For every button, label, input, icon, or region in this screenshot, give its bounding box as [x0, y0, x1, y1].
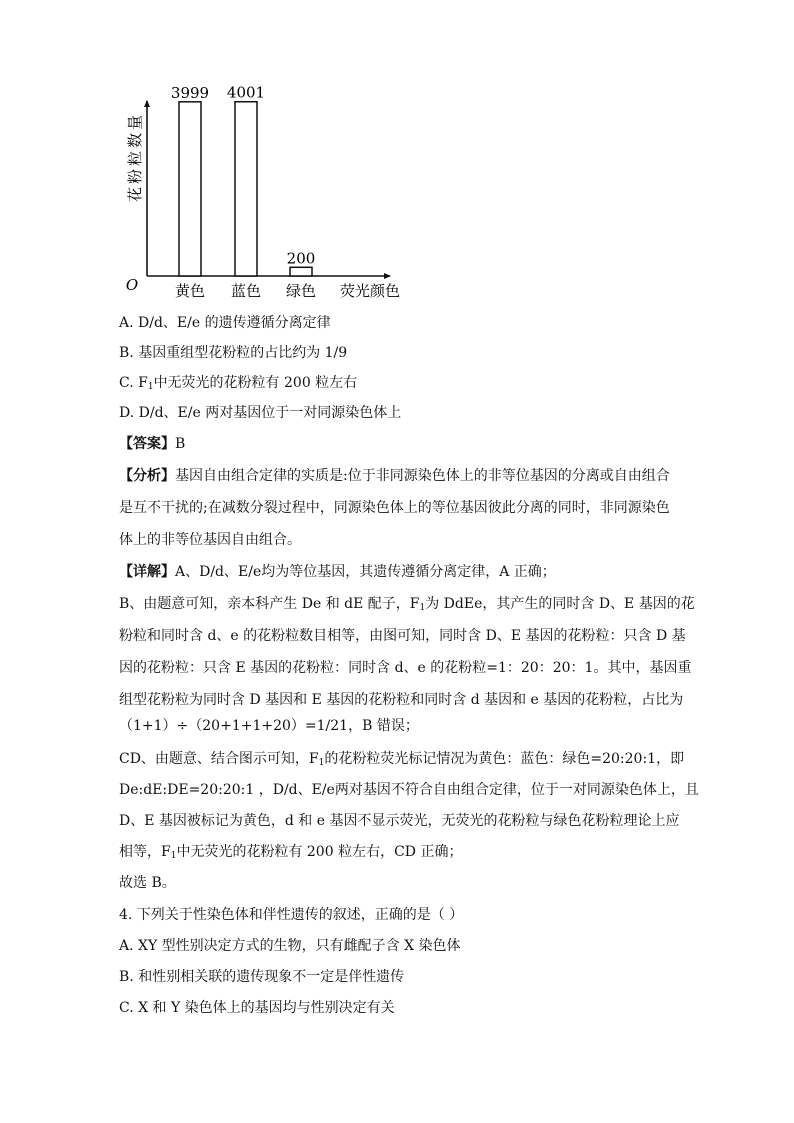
y-axis-label: 花粉粒数量	[126, 111, 144, 203]
bar-value-label-1: 3999	[170, 83, 210, 102]
detail-text-1: A、D/d、E/e均为等位基因，其遗传遵循分离定律，A 正确；	[175, 564, 556, 580]
detail-sub-7: 1	[318, 758, 325, 768]
option-a: A. D/d、E/e 的遗传遵循分离定律	[119, 315, 331, 331]
option-c-rest: 中无荧光的花粉粒有 200 粒左右	[153, 375, 358, 391]
bar-3	[290, 267, 312, 276]
bar-value-label-2: 4001	[226, 83, 266, 102]
detail-tag: 【详解】	[119, 564, 175, 580]
detail-line-2	[119, 595, 695, 613]
detail-line-6: （1+1）÷（20+1+1+20）=1/21，B 错误；	[119, 718, 419, 734]
x-tick-label-2: 蓝色	[230, 282, 262, 300]
detail-line-7	[119, 750, 684, 768]
detail-line-8: De:dE:DE=20:20:1 ，D/d、E/e两对基因不符合自由组合定律，位于一对同源染色体上，且	[119, 782, 699, 798]
analysis-line-2: 是互不干扰的;在减数分裂过程中，同源染色体上的等位基因彼此分离的同时，非同源染色	[119, 500, 670, 516]
answer-tag: 【答案】	[119, 436, 175, 452]
detail-text-7a: CD、由题意、结合图示可知，F	[119, 751, 319, 767]
answer-text: B	[175, 436, 186, 452]
bar-value-label-3: 200	[286, 249, 316, 268]
option-d: D. D/d、E/e 两对基因位于一对同源染色体上	[119, 405, 402, 421]
pollen-bar-chart	[110, 83, 420, 305]
q4-option-b: B. 和性别相关联的遗传现象不一定是伴性遗传	[119, 969, 405, 985]
option-c-sub: 1	[147, 382, 154, 392]
origin-label: O	[125, 276, 139, 294]
option-b: B. 基因重组型花粉粒的占比约为 1/9	[119, 345, 348, 361]
detail-line-10	[119, 843, 462, 861]
detail-line-3: 粉粒和同时含 d、e 的花粉粒数目相等，由图可知，同时含 D、E 基因的花粉粒：只含 D 基	[119, 628, 686, 644]
chart-svg	[110, 83, 420, 305]
analysis-line-1	[119, 467, 670, 485]
analysis-line-3: 体上的非等位基因自由组合。	[119, 532, 301, 548]
analysis-text-1: 基因自由组合定律的实质是:位于非同源染色体上的非等位基因的分离或自由组合	[175, 468, 670, 484]
detail-line-5: 组型花粉粒为同时含 D 基因和 E 基因的花粉粒和同时含 d 基因和 e 基因的花粉粒，占比为	[119, 692, 684, 708]
detail-text-2b: 为 DdEe，其产生的同时含 D、E 基因的花	[425, 596, 695, 612]
detail-line-9: D、E 基因被标记为黄色，d 和 e 基因不显示荧光，无荧光的花粉粒与绿色花粉粒理论上应	[119, 813, 680, 829]
detail-text-10a: 相等，F	[119, 844, 171, 860]
x-tick-label-3: 绿色	[285, 282, 317, 300]
q4-option-c: C. X 和 Y 染色体上的基因均与性别决定有关	[119, 1000, 395, 1016]
detail-text-2a: B、由题意可知，亲本科产生 De 和 dE 配子，F	[119, 596, 420, 612]
detail-line-1	[119, 563, 556, 581]
answer-line	[119, 435, 185, 453]
option-c-prefix: C. F	[119, 375, 148, 391]
detail-sub-10: 1	[170, 851, 177, 861]
bar-1	[179, 102, 201, 276]
analysis-tag: 【分析】	[119, 468, 175, 484]
detail-line-4: 因的花粉粒：只含 E 基因的花粉粒：同时含 d、e 的花粉粒=1：20：20：1。其中，基因重	[119, 660, 692, 676]
x-axis-label: 荧光颜色	[339, 282, 401, 300]
detail-sub-2: 1	[419, 603, 426, 613]
bar-2	[235, 102, 257, 276]
q4-stem: 4. 下列关于性染色体和伴性遗传的叙述，正确的是（ ）	[119, 907, 464, 923]
detail-text-10b: 中无荧光的花粉粒有 200 粒左右，CD 正确；	[176, 844, 463, 860]
q4-option-a: A. XY 型性别决定方式的生物，只有雌配子含 X 染色体	[119, 938, 461, 954]
option-c	[119, 374, 357, 392]
x-tick-label-1: 黄色	[174, 282, 206, 300]
detail-line-11: 故选 B。	[119, 875, 176, 891]
detail-text-7b: 的花粉粒荧光标记情况为黄色：蓝色：绿色=20:20:1，即	[324, 751, 685, 767]
